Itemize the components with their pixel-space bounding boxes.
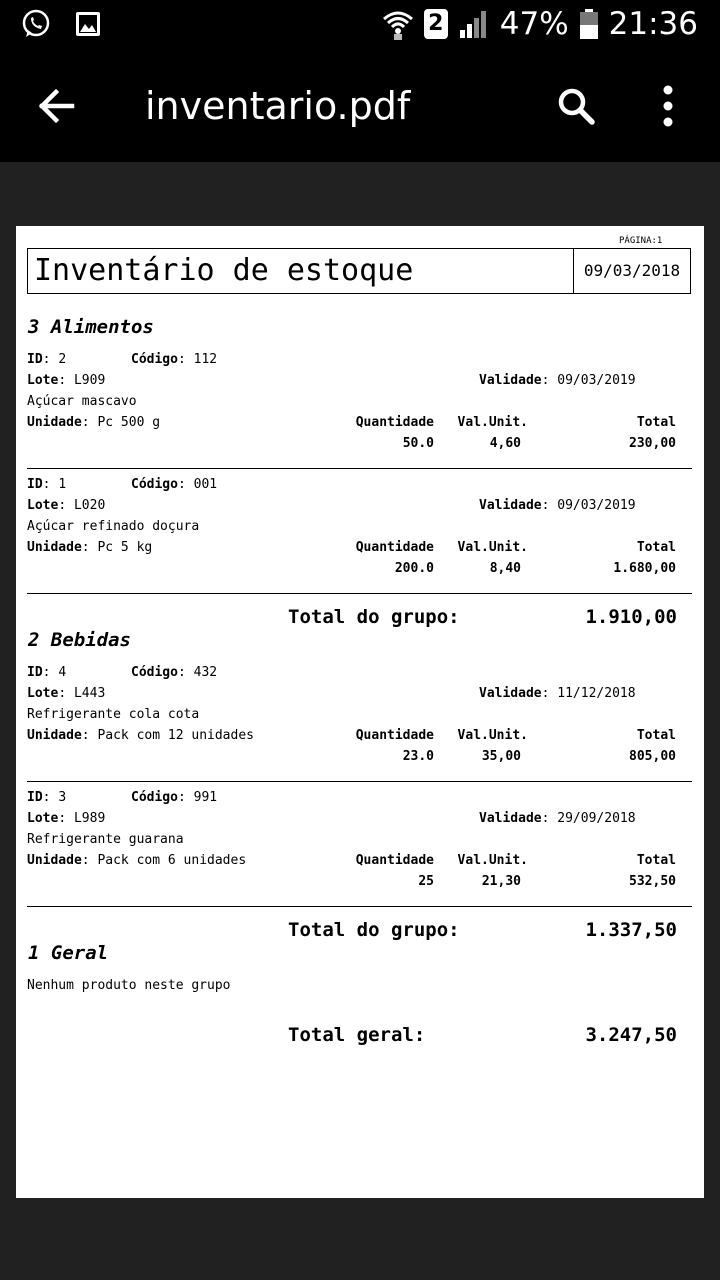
quantidade-header: Quantidade <box>355 540 434 555</box>
product-description: Refrigerante guarana <box>27 832 184 847</box>
validade-value: 29/09/2018 <box>557 811 636 826</box>
codigo-value: 991 <box>193 790 218 805</box>
product-description: Açúcar mascavo <box>27 394 137 409</box>
report-header <box>27 248 691 294</box>
lote-label: Lote <box>27 373 59 388</box>
total-value: 230,00 <box>629 436 676 451</box>
grand-total-label: Total geral: <box>288 1024 426 1046</box>
unidade-label: Unidade <box>27 853 82 868</box>
id-label: ID <box>27 790 43 805</box>
quantidade-value: 200.0 <box>394 561 434 576</box>
total-value: 1.680,00 <box>613 561 676 576</box>
validade-label: Validade <box>479 498 542 513</box>
divider <box>27 906 692 907</box>
codigo-label: Código <box>131 665 178 680</box>
quantidade-value: 50.0 <box>402 436 434 451</box>
group-heading: 3 Alimentos <box>28 316 154 338</box>
group-total-label: Total do grupo: <box>288 606 460 628</box>
lote-value: L989 <box>73 811 106 826</box>
codigo-label: Código <box>131 790 178 805</box>
report-title: Inventário de estoque <box>34 253 414 288</box>
val-unit-header: Val.Unit. <box>457 853 528 868</box>
divider <box>27 781 692 782</box>
validade-value: 09/03/2019 <box>557 373 636 388</box>
document-title: inventario.pdf <box>145 84 411 128</box>
total-value: 805,00 <box>629 749 676 764</box>
back-arrow-icon[interactable] <box>30 80 82 132</box>
codigo-label: Código <box>131 477 178 492</box>
id-value: 2 <box>58 352 67 367</box>
sim-indicator: 2 <box>424 9 448 39</box>
validade-label: Validade <box>479 373 542 388</box>
total-value: 532,50 <box>629 874 676 889</box>
gallery-icon <box>72 8 104 40</box>
quantidade-value: 25 <box>418 874 434 889</box>
divider <box>27 593 692 594</box>
signal-icon <box>458 8 490 40</box>
page-number: PÁGINA:1 <box>619 236 663 246</box>
codigo-value: 432 <box>193 665 218 680</box>
wifi-icon <box>382 8 414 40</box>
quantidade-header: Quantidade <box>355 728 434 743</box>
validade-value: 09/03/2019 <box>557 498 636 513</box>
total-header: Total <box>636 415 676 430</box>
product-description: Refrigerante cola cota <box>27 707 200 722</box>
group-total-value: 1.337,50 <box>585 919 677 941</box>
lote-label: Lote <box>27 686 59 701</box>
unidade-value: Pack com 6 unidades <box>97 853 247 868</box>
empty-group-message: Nenhum produto neste grupo <box>27 978 231 993</box>
unidade-label: Unidade <box>27 415 82 430</box>
validade-label: Validade <box>479 686 542 701</box>
status-bar <box>0 0 720 50</box>
codigo-label: Código <box>131 352 178 367</box>
quantidade-value: 23.0 <box>402 749 434 764</box>
app-toolbar <box>0 50 720 162</box>
unidade-value: Pack com 12 unidades <box>97 728 254 743</box>
unidade-label: Unidade <box>27 728 82 743</box>
grand-total-value: 3.247,50 <box>585 1024 677 1046</box>
clock: 21:36 <box>608 6 698 42</box>
lote-value: L020 <box>73 498 106 513</box>
total-header: Total <box>636 540 676 555</box>
validade-value: 11/12/2018 <box>557 686 636 701</box>
battery-icon <box>579 8 599 40</box>
quantidade-header: Quantidade <box>355 853 434 868</box>
report-date: 09/03/2018 <box>573 249 690 293</box>
lote-value: L443 <box>73 686 106 701</box>
more-options-icon[interactable] <box>645 80 691 132</box>
id-label: ID <box>27 352 43 367</box>
val-unit-value: 4,60 <box>489 436 521 451</box>
lote-label: Lote <box>27 498 59 513</box>
unidade-value: Pc 5 kg <box>97 540 153 555</box>
validade-label: Validade <box>479 811 542 826</box>
product-description: Açúcar refinado doçura <box>27 519 200 534</box>
lote-value: L909 <box>73 373 106 388</box>
group-heading: 1 Geral <box>28 942 109 964</box>
id-value: 1 <box>58 477 67 492</box>
search-icon[interactable] <box>550 80 602 132</box>
divider <box>27 468 692 469</box>
group-heading: 2 Bebidas <box>28 629 131 651</box>
id-value: 4 <box>58 665 67 680</box>
quantidade-header: Quantidade <box>355 415 434 430</box>
id-value: 3 <box>58 790 67 805</box>
unidade-value: Pc 500 g <box>97 415 161 430</box>
val-unit-value: 35,00 <box>481 749 521 764</box>
whatsapp-icon <box>20 8 52 40</box>
unidade-label: Unidade <box>27 540 82 555</box>
val-unit-value: 21,30 <box>481 874 521 889</box>
pdf-page: PÁGINA:1 Inventário de estoque 09/03/2018 3 Alimentos ID: 2 Código: 112 Lote: L909 Validade: 09/03/2019 Açúcar mascavo Unidade: Pc 500 g Quantidade Val.Unit. Total 50.0 4,60 230,00 ID: 1 Código: 001 Lote: L020 Validade: 09/03/2019 Açúcar refinado doçura Unidade: Pc 5 kg Quantidade Val.Unit. Total 200.0 8,40 1.680,00 Total do grupo: 1.910,00 2 Bebidas ID: 4 Código: 432 Lote: L443 Validade: 11/12/2018 Refrigerante cola cota Unidade: Pack com 12 unidades Quantidade Val.Unit. Total 23.0 35,00 805,00 ID: 3 Código: 991 Lote: L989 Validade: 29/09/2018 Refrigerante guarana Unidade: Pack com 6 unidades Quantidade Val.Unit. Total 25 21,30 532,50 Total do grupo: 1.337,50 1 Geral Nenhum produto neste grupo Total geral: 3.247,50 <box>16 226 704 1198</box>
battery-percent: 47% <box>499 6 569 42</box>
val-unit-value: 8,40 <box>489 561 521 576</box>
total-header: Total <box>636 728 676 743</box>
group-total-label: Total do grupo: <box>288 919 460 941</box>
id-label: ID <box>27 477 43 492</box>
val-unit-header: Val.Unit. <box>457 415 528 430</box>
val-unit-header: Val.Unit. <box>457 540 528 555</box>
group-total-value: 1.910,00 <box>585 606 677 628</box>
lote-label: Lote <box>27 811 59 826</box>
val-unit-header: Val.Unit. <box>457 728 528 743</box>
codigo-value: 112 <box>193 352 218 367</box>
total-header: Total <box>636 853 676 868</box>
codigo-value: 001 <box>193 477 218 492</box>
id-label: ID <box>27 665 43 680</box>
